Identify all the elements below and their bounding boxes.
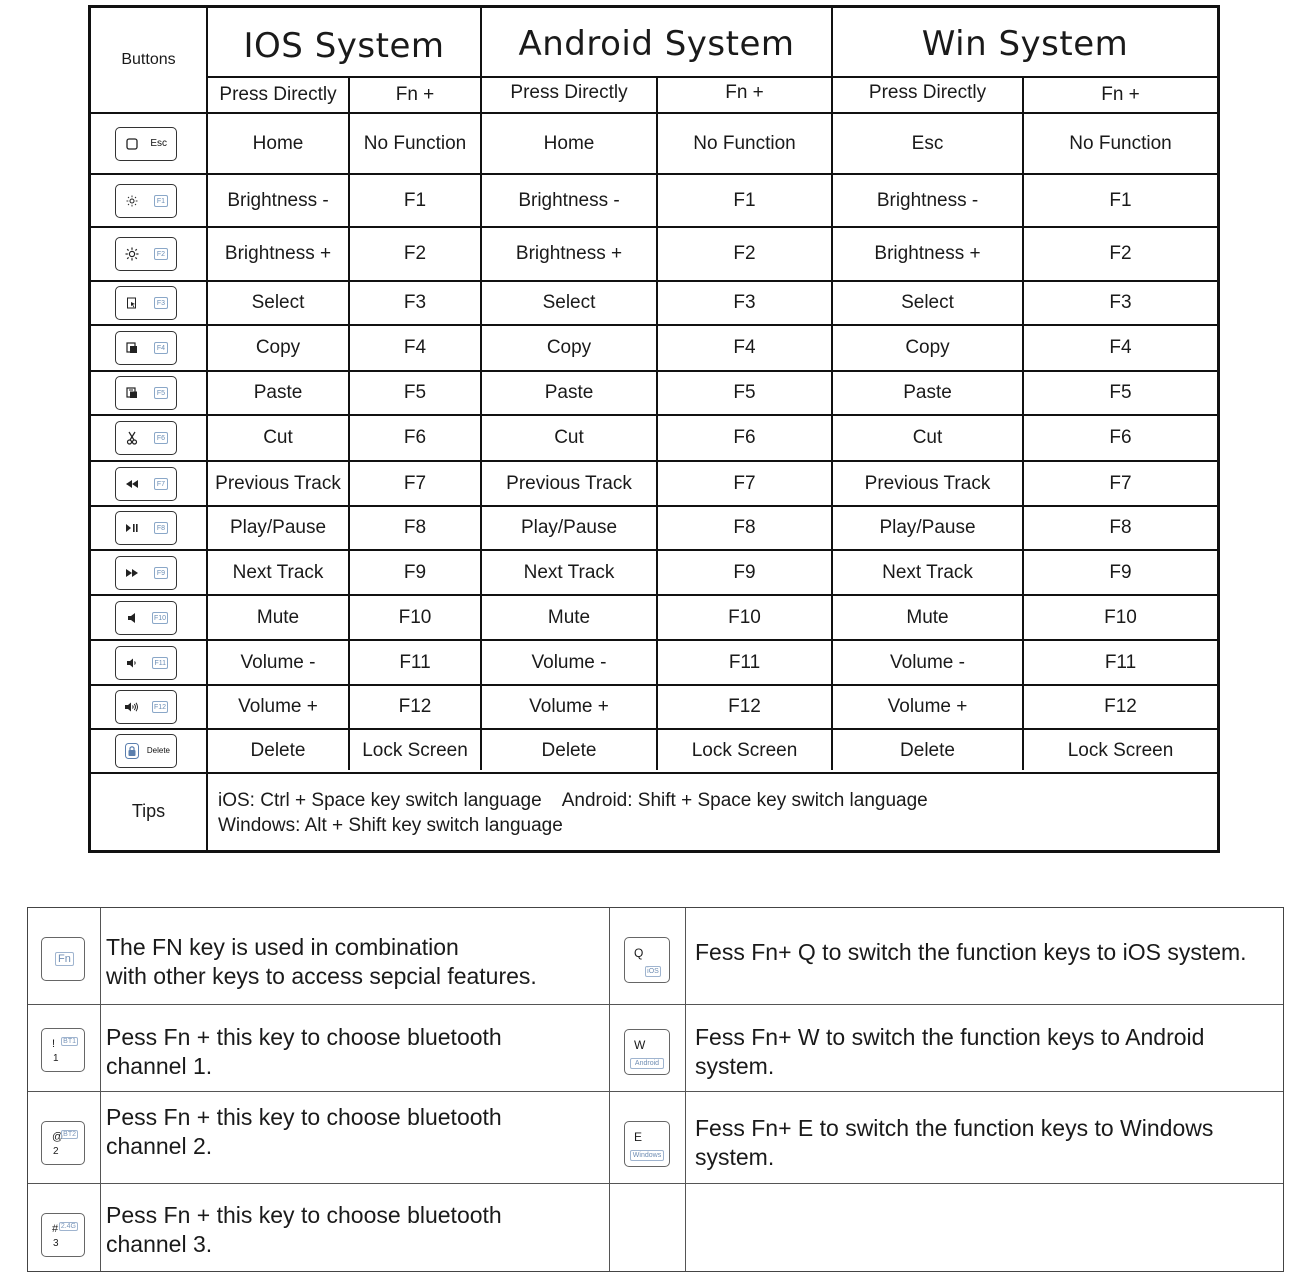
divider: [28, 1091, 1283, 1092]
channel-1-key-symbol: !: [52, 1038, 56, 1050]
select-icon: [124, 295, 140, 311]
cell-ios-direct: Volume -: [240, 651, 316, 673]
channel-3-key-symbol: #: [52, 1223, 59, 1235]
cell-win-fn: F11: [1104, 651, 1137, 673]
cell-android-fn: F7: [733, 472, 756, 494]
e-description-line-1: Fess Fn+ E to switch the function keys to Windows: [695, 1115, 1214, 1141]
w-description-line-2: system.: [695, 1053, 775, 1079]
cell-android-direct: Previous Track: [506, 472, 632, 494]
cell-ios-direct: Home: [252, 132, 304, 154]
cell-ios-fn: No Function: [363, 132, 467, 154]
e-key-letter: E: [634, 1130, 643, 1144]
cell-android-fn: F1: [733, 189, 756, 211]
cell-ios-direct: Cut: [263, 427, 293, 448]
cell-android-direct: Next Track: [523, 561, 615, 583]
cell-android-fn: Lock Screen: [691, 740, 798, 761]
key-label: F10: [152, 612, 168, 624]
cell-win-direct: Play/Pause: [879, 517, 976, 538]
key-f7: [115, 467, 177, 501]
cell-android-fn: F11: [728, 651, 761, 673]
cell-win-fn: No Function: [1069, 132, 1172, 154]
channel-1-key-tag: BT1: [63, 1038, 76, 1045]
cell-win-direct: Select: [901, 292, 954, 313]
cell-ios-fn: F4: [403, 337, 427, 358]
square-icon: [124, 136, 140, 152]
next-track-icon: [124, 565, 140, 581]
key-label: F1: [154, 195, 168, 207]
key-f11: [115, 646, 177, 680]
channel-2-line-2: channel 2.: [106, 1133, 213, 1159]
key-f5: [115, 376, 177, 410]
key-label: F2: [154, 248, 168, 260]
divider: [100, 908, 101, 1271]
win-system-title: Win System: [921, 24, 1129, 64]
channel-1-key: [41, 1028, 85, 1072]
divider: [685, 908, 686, 1271]
android-system-title: Android System: [518, 24, 795, 64]
q-description: [695, 938, 1247, 967]
fn-key: [41, 937, 85, 981]
android-fn-header: Fn +: [725, 82, 764, 103]
key-label: F3: [154, 297, 168, 309]
cell-win-direct: Brightness +: [874, 243, 981, 264]
key-label: F12: [152, 701, 168, 713]
cell-win-fn: F8: [1109, 517, 1132, 538]
channel-2-key-tag: BT2: [63, 1131, 76, 1138]
tips-line-1: iOS: Ctrl + Space key switch language Android: Shift + Space key switch language: [218, 790, 928, 811]
cell-win-fn: F2: [1109, 243, 1132, 264]
win-press-directly-header: Press Directly: [868, 82, 987, 103]
divider: [609, 908, 610, 1271]
mute-icon: [124, 610, 140, 626]
cell-android-fn: F2: [733, 243, 756, 264]
cell-android-direct: Select: [542, 292, 596, 313]
key-f3: [115, 286, 177, 320]
key-f6: [115, 421, 177, 455]
cell-win-fn: F1: [1109, 189, 1132, 211]
cell-android-fn: F4: [733, 337, 756, 358]
cell-ios-fn: F3: [403, 292, 427, 313]
q-key-letter: Q: [634, 946, 644, 960]
fn-description-line-1: The FN key is used in combination: [106, 934, 459, 960]
channel-2-key: [41, 1121, 85, 1165]
cell-ios-direct: Copy: [255, 337, 301, 358]
key-f2: [115, 237, 177, 271]
cell-win-fn: F7: [1109, 472, 1132, 494]
channel-1-line-2: channel 1.: [106, 1053, 213, 1079]
cell-win-fn: Lock Screen: [1067, 740, 1174, 761]
lock-icon: [124, 743, 140, 759]
key-f12: [115, 690, 177, 724]
tips-line-2: Windows: Alt + Shift key switch language: [218, 815, 563, 836]
copy-icon: [124, 340, 140, 356]
cell-win-direct: Delete: [900, 740, 955, 761]
ios-fn-header: Fn +: [395, 84, 435, 105]
brightness-down-icon: [124, 193, 140, 209]
cell-win-fn: F10: [1104, 606, 1137, 628]
cell-android-direct: Play/Pause: [520, 517, 618, 538]
cell-android-fn: No Function: [693, 132, 796, 154]
cell-win-fn: F4: [1109, 337, 1132, 358]
key-delete: [115, 734, 177, 768]
function-key-table: [88, 5, 1220, 853]
channel-2-key-number: 2: [53, 1146, 59, 1157]
cell-win-fn: F3: [1109, 292, 1132, 313]
channel-3-description: [106, 1201, 502, 1259]
cell-ios-fn: F11: [399, 651, 431, 673]
key-label: F6: [154, 432, 168, 444]
cell-ios-direct: Brightness -: [227, 189, 329, 211]
cell-ios-fn: F6: [403, 427, 427, 448]
cell-android-fn: F8: [733, 517, 756, 538]
play-pause-icon: [124, 520, 140, 536]
key-label: Delete: [146, 746, 170, 755]
key-f4: [115, 331, 177, 365]
fn-key-label: Fn: [55, 952, 74, 966]
cell-android-direct: Brightness -: [518, 189, 620, 211]
cell-android-fn: F3: [733, 292, 756, 313]
key-f9: [115, 556, 177, 590]
brightness-up-icon: [124, 246, 140, 262]
info-table: [27, 907, 1284, 1272]
cell-ios-direct: Previous Track: [215, 472, 341, 494]
key-label: F9: [154, 567, 168, 579]
cell-android-direct: Brightness +: [515, 243, 623, 264]
cell-ios-direct: Select: [251, 292, 305, 313]
cell-ios-direct: Mute: [256, 606, 300, 628]
cell-android-direct: Copy: [546, 337, 592, 358]
cell-win-direct: Volume -: [890, 651, 965, 673]
cell-ios-fn: F12: [398, 696, 432, 717]
cell-win-direct: Brightness -: [876, 189, 979, 211]
key-label: F8: [154, 522, 168, 534]
divider: [28, 1004, 1283, 1005]
channel-3-line-1: Pess Fn + this key to choose bluetooth: [106, 1202, 502, 1228]
cell-win-direct: Mute: [906, 606, 949, 628]
divider: [28, 1183, 1283, 1184]
e-key: [624, 1121, 670, 1167]
cell-ios-fn: Lock Screen: [362, 740, 468, 761]
key-f1: [115, 184, 177, 218]
cell-android-fn: F6: [733, 427, 756, 448]
cell-win-direct: Next Track: [882, 561, 973, 583]
channel-3-key-tag: 2.4G: [60, 1223, 76, 1230]
key-label: F11: [152, 657, 168, 669]
e-description: [695, 1114, 1213, 1172]
channel-3-line-2: channel 3.: [106, 1231, 213, 1257]
paste-icon: [124, 385, 140, 401]
cell-win-fn: F12: [1104, 696, 1137, 717]
e-key-tag: Windows: [630, 1150, 664, 1161]
cell-ios-fn: F5: [403, 382, 427, 403]
cell-android-direct: Volume -: [531, 651, 607, 673]
channel-2-description: [106, 1103, 502, 1161]
key-f10: [115, 601, 177, 635]
cell-ios-direct: Next Track: [232, 561, 324, 583]
tips-label: Tips: [131, 800, 166, 821]
cell-win-direct: Paste: [903, 382, 952, 403]
cell-ios-fn: F1: [403, 189, 427, 211]
cell-ios-direct: Volume +: [238, 696, 318, 717]
channel-2-line-1: Pess Fn + this key to choose bluetooth: [106, 1104, 502, 1130]
channel-3-key: [41, 1213, 85, 1257]
cell-win-fn: F5: [1109, 382, 1132, 403]
w-description: [695, 1023, 1204, 1081]
channel-1-key-number: 1: [53, 1053, 59, 1064]
cell-ios-fn: F8: [403, 517, 427, 538]
previous-track-icon: [124, 476, 140, 492]
cell-win-direct: Cut: [912, 427, 943, 448]
cell-android-direct: Home: [543, 132, 595, 154]
w-key: [624, 1029, 670, 1075]
cell-ios-direct: Play/Pause: [229, 517, 327, 538]
channel-1-line-1: Pess Fn + this key to choose bluetooth: [106, 1024, 502, 1050]
cell-android-direct: Mute: [547, 606, 591, 628]
channel-1-description: [106, 1023, 502, 1081]
cell-win-direct: Previous Track: [864, 472, 991, 494]
win-fn-header: Fn +: [1101, 84, 1140, 105]
cell-win-direct: Copy: [905, 337, 950, 358]
cell-android-direct: Delete: [541, 740, 597, 761]
cell-win-fn: F6: [1109, 427, 1132, 448]
ios-system-title: IOS System: [243, 26, 445, 66]
cell-ios-direct: Brightness +: [224, 243, 332, 264]
q-key-tag: iOS: [645, 966, 661, 977]
channel-3-key-number: 3: [53, 1238, 59, 1249]
key-esc: [115, 127, 177, 161]
key-label: F5: [154, 387, 168, 399]
android-press-directly-header: Press Directly: [510, 82, 628, 103]
cell-ios-fn: F2: [403, 243, 427, 264]
cell-android-fn: F5: [733, 382, 756, 403]
cell-android-fn: F12: [728, 696, 761, 717]
key-label: F4: [154, 342, 168, 354]
w-key-letter: W: [634, 1038, 646, 1052]
volume-down-icon: [124, 655, 140, 671]
volume-up-icon: [124, 699, 140, 715]
cell-ios-direct: Delete: [250, 740, 306, 761]
buttons-header: Buttons: [121, 51, 176, 68]
cell-android-direct: Volume +: [529, 696, 609, 717]
fn-description: [106, 933, 537, 991]
w-key-tag: Android: [630, 1058, 664, 1069]
cell-win-direct: Volume +: [887, 696, 968, 717]
q-description-line-1: Fess Fn+ Q to switch the function keys to iOS system.: [695, 939, 1247, 965]
cell-android-fn: F9: [733, 561, 756, 583]
key-label: Esc: [150, 138, 167, 149]
cell-ios-fn: F9: [403, 561, 427, 583]
channel-2-key-symbol: @: [52, 1131, 64, 1143]
cut-icon: [124, 430, 140, 446]
cell-ios-fn: F7: [403, 472, 427, 494]
e-description-line-2: system.: [695, 1144, 775, 1170]
q-key: [624, 937, 670, 983]
cell-ios-fn: F10: [398, 606, 432, 628]
ios-press-directly-header: Press Directly: [219, 84, 337, 105]
tips-text: [208, 772, 1217, 850]
w-description-line-1: Fess Fn+ W to switch the function keys to Android: [695, 1024, 1205, 1050]
cell-android-direct: Cut: [554, 427, 584, 448]
cell-win-direct: Esc: [911, 132, 944, 154]
key-label: F7: [154, 478, 168, 490]
cell-ios-direct: Paste: [253, 382, 303, 403]
cell-android-direct: Paste: [544, 382, 594, 403]
key-f8: [115, 511, 177, 545]
cell-win-fn: F9: [1109, 561, 1132, 583]
cell-android-fn: F10: [728, 606, 761, 628]
fn-description-line-2: with other keys to access sepcial features.: [106, 963, 537, 989]
